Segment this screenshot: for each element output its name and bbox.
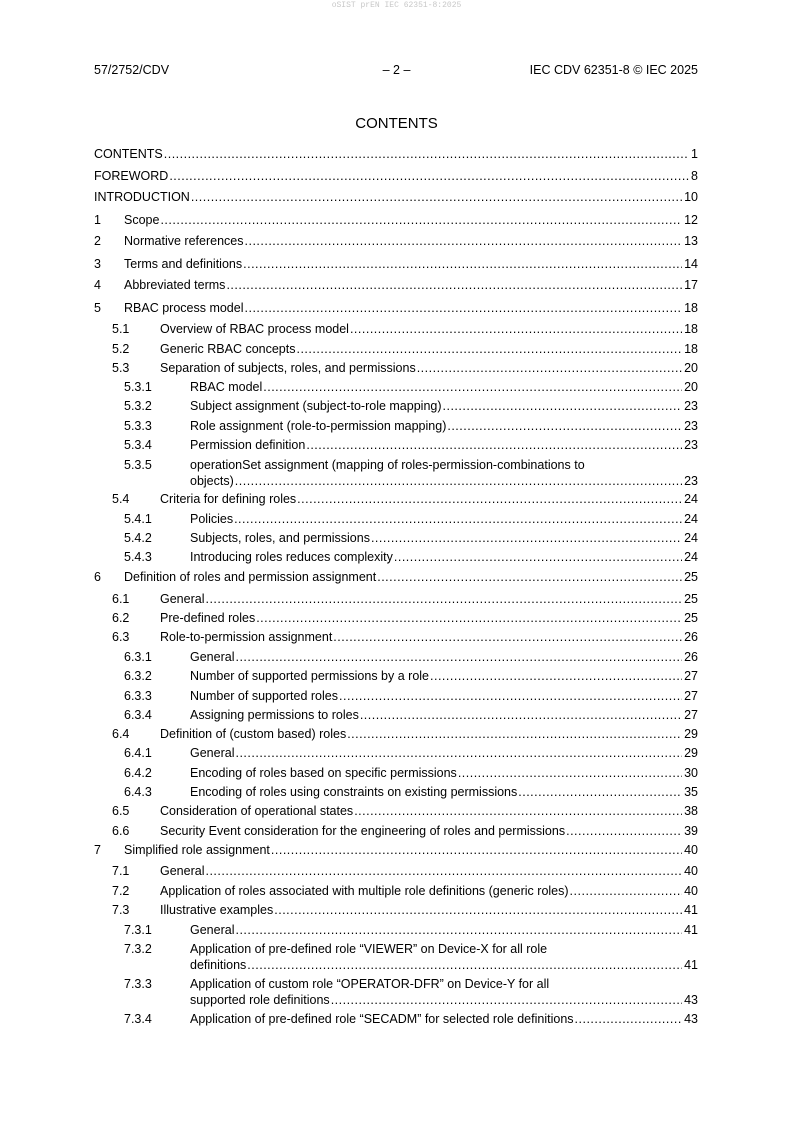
toc-entry-title: Consideration of operational states bbox=[160, 804, 354, 818]
toc-entry-title: objects) bbox=[190, 474, 234, 488]
toc-entry-page: 41 bbox=[684, 958, 698, 972]
toc-leader-dots bbox=[360, 707, 682, 723]
toc-leader-dots bbox=[271, 842, 682, 858]
toc-entry-page: 1 bbox=[691, 147, 698, 161]
toc-leader-dots bbox=[226, 277, 682, 293]
toc-entry-page: 24 bbox=[684, 531, 698, 545]
toc-entry-number: 7 bbox=[94, 843, 101, 857]
toc-leader-dots bbox=[458, 765, 682, 781]
toc-entry-page: 27 bbox=[684, 708, 698, 722]
toc-entry-title: Application of roles associated with multiple role definitions (generic roles) bbox=[160, 884, 569, 898]
toc-entry-title: Policies bbox=[190, 512, 234, 526]
toc-entry-number: 6.6 bbox=[112, 824, 130, 838]
toc-leader-dots bbox=[191, 189, 682, 205]
toc-entry-page: 12 bbox=[684, 213, 698, 227]
toc-leader-dots bbox=[205, 591, 682, 607]
toc-entry-title: Simplified role assignment bbox=[124, 843, 270, 857]
toc-entry-title: Security Event consideration for the engineering of roles and permissions bbox=[160, 824, 566, 838]
toc-leader-dots bbox=[371, 530, 682, 546]
toc-entry-title: Introducing roles reduces complexity bbox=[190, 550, 393, 564]
toc-entry-number: 7.3.2 bbox=[124, 942, 152, 956]
toc-leader-dots bbox=[256, 610, 682, 626]
toc-leader-dots bbox=[245, 233, 683, 249]
toc-leader-dots bbox=[575, 1011, 683, 1027]
toc-entry-title: Normative references bbox=[124, 234, 244, 248]
toc-entry-number: 6.4.2 bbox=[124, 766, 152, 780]
toc-leader-dots bbox=[160, 212, 682, 228]
toc-entry-page: 41 bbox=[684, 923, 698, 937]
toc-leader-dots bbox=[394, 549, 682, 565]
toc-entry-page: 25 bbox=[684, 570, 698, 584]
toc-entry-title: definitions bbox=[190, 958, 247, 972]
toc-entry-number: 6.4.3 bbox=[124, 785, 152, 799]
toc-entry-number: 5.2 bbox=[112, 342, 130, 356]
toc-leader-dots bbox=[306, 437, 682, 453]
toc-entry-title: Criteria for defining roles bbox=[160, 492, 297, 506]
toc-entry-page: 27 bbox=[684, 689, 698, 703]
header-doc-ref: 57/2752/CDV bbox=[94, 63, 170, 77]
toc-entry-page: 24 bbox=[684, 550, 698, 564]
toc-leader-dots bbox=[243, 256, 682, 272]
toc-entry-title: Definition of (custom based) roles bbox=[160, 727, 347, 741]
toc-entry-page: 18 bbox=[684, 322, 698, 336]
toc-entry-title: Encoding of roles based on specific permissions bbox=[190, 766, 457, 780]
toc-entry-number: 5.3.2 bbox=[124, 399, 152, 413]
toc-entry-title: Pre-defined roles bbox=[160, 611, 256, 625]
toc-entry-number: 2 bbox=[94, 234, 101, 248]
toc-leader-dots bbox=[430, 668, 682, 684]
toc-entry-page: 29 bbox=[684, 746, 698, 760]
toc-entry-number: 5.4.3 bbox=[124, 550, 152, 564]
toc-entry-number: 6.5 bbox=[112, 804, 130, 818]
toc-entry-page: 20 bbox=[684, 361, 698, 375]
toc-entry-number: 7.2 bbox=[112, 884, 130, 898]
toc-entry-page: 10 bbox=[684, 190, 698, 204]
toc-entry-title: Generic RBAC concepts bbox=[160, 342, 296, 356]
toc-entry-page: 8 bbox=[691, 169, 698, 183]
toc-entry-page: 23 bbox=[684, 399, 698, 413]
toc-entry-title: Overview of RBAC process model bbox=[160, 322, 349, 336]
toc-leader-dots bbox=[566, 823, 682, 839]
toc-entry-number: 5.3.5 bbox=[124, 458, 152, 472]
toc-entry-number: 6.3.3 bbox=[124, 689, 152, 703]
toc-leader-dots bbox=[235, 473, 682, 489]
toc-entry-page: 25 bbox=[684, 611, 698, 625]
toc-leader-dots bbox=[443, 398, 683, 414]
toc-entry-page: 29 bbox=[684, 727, 698, 741]
toc-entry-number: 7.1 bbox=[112, 864, 130, 878]
toc-entry-page: 35 bbox=[684, 785, 698, 799]
toc-entry-number: 6.3.1 bbox=[124, 650, 152, 664]
toc-entry-title-first-line: operationSet assignment (mapping of roles-permission-combinations to bbox=[190, 458, 585, 472]
toc-leader-dots bbox=[377, 569, 682, 585]
toc-entry-number: 6.4.1 bbox=[124, 746, 152, 760]
toc-entry-title: RBAC process model bbox=[124, 301, 244, 315]
toc-entry-page: 27 bbox=[684, 669, 698, 683]
toc-entry-title: Abbreviated terms bbox=[124, 278, 226, 292]
toc-entry-title: FOREWORD bbox=[94, 169, 169, 183]
toc-entry-title: Subject assignment (subject-to-role mapping) bbox=[190, 399, 442, 413]
toc-entry-number: 5.4.2 bbox=[124, 531, 152, 545]
toc-leader-dots bbox=[447, 418, 682, 434]
toc-entry-page: 20 bbox=[684, 380, 698, 394]
toc-entry-page: 14 bbox=[684, 257, 698, 271]
watermark: oSIST prEN IEC 62351-8:2025 bbox=[331, 1, 462, 10]
toc-entry-page: 24 bbox=[684, 512, 698, 526]
toc-entry-title: supported role definitions bbox=[190, 993, 330, 1007]
toc-entry-title: General bbox=[190, 746, 235, 760]
toc-entry-title: Number of supported permissions by a role bbox=[190, 669, 430, 683]
toc-entry-number: 5.1 bbox=[112, 322, 130, 336]
toc-leader-dots bbox=[333, 629, 682, 645]
toc-entry-page: 26 bbox=[684, 630, 698, 644]
toc-entry-number: 5.4.1 bbox=[124, 512, 152, 526]
toc-entry-page: 43 bbox=[684, 1012, 698, 1026]
toc-leader-dots bbox=[274, 902, 682, 918]
toc-entry-number: 5 bbox=[94, 301, 101, 315]
toc-entry-page: 17 bbox=[684, 278, 698, 292]
toc-leader-dots bbox=[263, 379, 682, 395]
toc-entry-title: General bbox=[190, 650, 235, 664]
toc-entry-page: 18 bbox=[684, 301, 698, 315]
toc-leader-dots bbox=[347, 726, 682, 742]
toc-entry-page: 40 bbox=[684, 843, 698, 857]
toc-entry-title: Encoding of roles using constraints on existing permissions bbox=[190, 785, 518, 799]
toc-leader-dots bbox=[234, 511, 682, 527]
toc-entry-page: 39 bbox=[684, 824, 698, 838]
toc-leader-dots bbox=[331, 992, 682, 1008]
toc-entry-page: 24 bbox=[684, 492, 698, 506]
header-page-number: – 2 – bbox=[382, 63, 411, 77]
toc-entry-page: 43 bbox=[684, 993, 698, 1007]
toc-entry-page: 23 bbox=[684, 474, 698, 488]
toc-leader-dots bbox=[350, 321, 682, 337]
toc-entry-title: General bbox=[190, 923, 235, 937]
toc-entry-number: 7.3.1 bbox=[124, 923, 152, 937]
toc-entry-title: Illustrative examples bbox=[160, 903, 274, 917]
toc-entry-title: Subjects, roles, and permissions bbox=[190, 531, 370, 545]
toc-entry-title: Terms and definitions bbox=[124, 257, 243, 271]
toc-entry-page: 23 bbox=[684, 438, 698, 452]
toc-entry-title: Separation of subjects, roles, and permissions bbox=[160, 361, 416, 375]
toc-entry-page: 13 bbox=[684, 234, 698, 248]
toc-entry-number: 4 bbox=[94, 278, 101, 292]
toc-entry-page: 41 bbox=[684, 903, 698, 917]
toc-leader-dots bbox=[164, 146, 689, 162]
toc-entry-page: 40 bbox=[684, 864, 698, 878]
toc-leader-dots bbox=[235, 922, 682, 938]
toc-leader-dots bbox=[417, 360, 682, 376]
toc-entry-number: 7.3.4 bbox=[124, 1012, 152, 1026]
toc-leader-dots bbox=[297, 491, 682, 507]
toc-entry-number: 5.4 bbox=[112, 492, 130, 506]
toc-entry-title-first-line: Application of pre-defined role “VIEWER” on Device-X for all role bbox=[190, 942, 548, 956]
toc-entry-number: 5.3.4 bbox=[124, 438, 152, 452]
toc-entry-number: 6.3 bbox=[112, 630, 130, 644]
toc-entry-title: Role assignment (role-to-permission mapping) bbox=[190, 419, 447, 433]
page-title: CONTENTS bbox=[355, 115, 438, 132]
toc-entry-title: General bbox=[160, 864, 205, 878]
toc-entry-number: 6.2 bbox=[112, 611, 130, 625]
toc-entry-number: 5.3 bbox=[112, 361, 130, 375]
toc-entry-title: Number of supported roles bbox=[190, 689, 338, 703]
toc-leader-dots bbox=[247, 957, 682, 973]
toc-leader-dots bbox=[570, 883, 683, 899]
toc-entry-title-first-line: Application of custom role “OPERATOR-DFR” on Device-Y for all bbox=[190, 977, 550, 991]
toc-entry-number: 6.4 bbox=[112, 727, 130, 741]
toc-entry-number: 3 bbox=[94, 257, 101, 271]
toc-entry-page: 25 bbox=[684, 592, 698, 606]
toc-entry-title: Role-to-permission assignment bbox=[160, 630, 333, 644]
toc-entry-page: 38 bbox=[684, 804, 698, 818]
toc-leader-dots bbox=[339, 688, 682, 704]
header-standard: IEC CDV 62351-8 © IEC 2025 bbox=[529, 63, 698, 77]
toc-entry-page: 40 bbox=[684, 884, 698, 898]
toc-entry-number: 6.3.4 bbox=[124, 708, 152, 722]
toc-entry-title: Assigning permissions to roles bbox=[190, 708, 359, 722]
toc-entry-title: CONTENTS bbox=[94, 147, 163, 161]
toc-leader-dots bbox=[235, 745, 682, 761]
toc-entry-number: 5.3.3 bbox=[124, 419, 152, 433]
toc-leader-dots bbox=[245, 300, 683, 316]
toc-entry-number: 6.1 bbox=[112, 592, 130, 606]
toc-entry-title: Definition of roles and permission assignment bbox=[124, 570, 377, 584]
toc-entry-number: 6.3.2 bbox=[124, 669, 152, 683]
toc-entry-title: Scope bbox=[124, 213, 160, 227]
toc-leader-dots bbox=[169, 168, 689, 184]
toc-entry-page: 26 bbox=[684, 650, 698, 664]
toc-entry-title: Permission definition bbox=[190, 438, 306, 452]
toc-leader-dots bbox=[205, 863, 682, 879]
toc-leader-dots bbox=[354, 803, 682, 819]
toc-entry-title: INTRODUCTION bbox=[94, 190, 190, 204]
toc-entry-number: 7.3.3 bbox=[124, 977, 152, 991]
toc-entry-number: 6 bbox=[94, 570, 101, 584]
toc-entry-number: 7.3 bbox=[112, 903, 130, 917]
toc-entry-page: 30 bbox=[684, 766, 698, 780]
toc-entry-number: 5.3.1 bbox=[124, 380, 152, 394]
toc-entry-title: General bbox=[160, 592, 205, 606]
toc-entry-title: Application of pre-defined role “SECADM” for selected role definitions bbox=[190, 1012, 574, 1026]
toc-entry-title: RBAC model bbox=[190, 380, 263, 394]
toc-entry-page: 23 bbox=[684, 419, 698, 433]
toc-leader-dots bbox=[296, 341, 682, 357]
toc-entry-number: 1 bbox=[94, 213, 101, 227]
toc-leader-dots bbox=[235, 649, 682, 665]
toc-entry-page: 18 bbox=[684, 342, 698, 356]
toc-leader-dots bbox=[518, 784, 682, 800]
